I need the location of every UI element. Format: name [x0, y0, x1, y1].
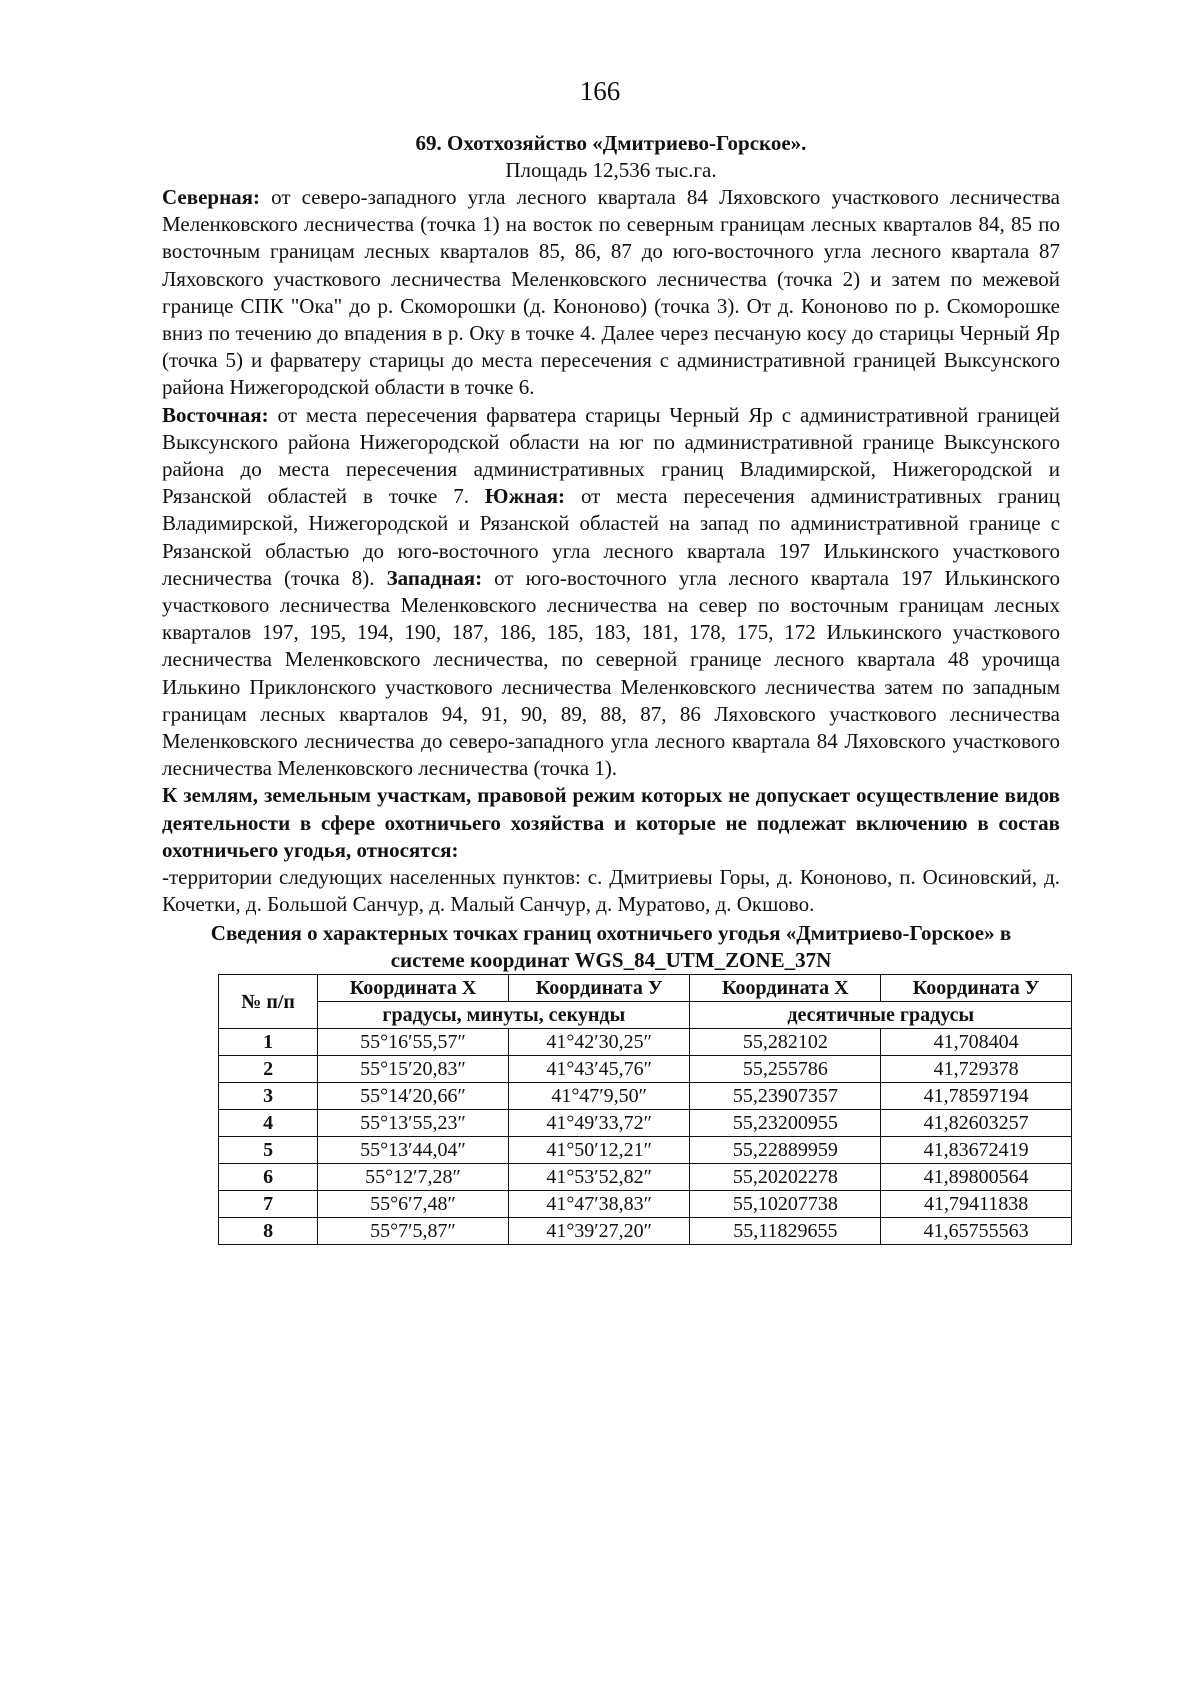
north-text: от северо-западного угла лесного квартала 84 Ляховского участкового лесничества Меленковского лесничества (точка 1) на восток по северным границам лесных кварталов 84, 85 по восточным границам лесных кварталов 85, 86, 87 до юго-восточного угла лесного квартала 87 Ляховского участкового лесничества Меленковского лесничества (точка 2) и затем по межевой границе СПК "Ока" до р. Скоморошки (д. Кононово) (точка 3). От д. Кононово по р. Скоморошке вниз по течению до впадения в р. Оку в точке 4. Далее через песчаную косу до старицы Черный Яр (точка 5) и фарватеру старицы до места пересечения с административной границей Выксунского района Нижегородской области в точке 6. — [162, 185, 1060, 400]
table-caption-line-2: системе координат WGS_84_UTM_ZONE_37N — [390, 948, 832, 973]
cell-num: 8 — [219, 1218, 318, 1245]
table-row — [219, 1110, 1072, 1137]
cell-y-dms: 41°50′12,21″ — [508, 1137, 690, 1164]
document-content — [162, 130, 1060, 1245]
cell-x-dec: 55,10207738 — [690, 1191, 881, 1218]
cell-x-dms: 55°15′20,83″ — [318, 1056, 509, 1083]
east-label: Восточная: — [162, 402, 269, 427]
cell-x-dms: 55°12′7,28″ — [318, 1164, 509, 1191]
area-line: Площадь 12,536 тыс.га. — [505, 158, 717, 182]
cell-num: 5 — [219, 1137, 318, 1164]
cell-y-dec: 41,83672419 — [881, 1137, 1072, 1164]
cell-num: 1 — [219, 1029, 318, 1056]
page-number: 166 — [579, 76, 621, 106]
header-y-dec: Координата У — [881, 975, 1072, 1002]
cell-y-dec: 41,82603257 — [881, 1110, 1072, 1137]
cell-x-dec: 55,255786 — [690, 1056, 881, 1083]
east-text: от места пересечения фарватера старицы Черный Яр с административной границей Выксунского района Нижегородской области на юг по административной границе Выксунского района до места пересечения административных границ Владимирской, Нижегородской и Рязанской областей в точке 7. — [162, 402, 1060, 509]
cell-x-dms: 55°16′55,57″ — [318, 1029, 509, 1056]
cell-num: 6 — [219, 1164, 318, 1191]
header-x-dec: Координата X — [690, 975, 881, 1002]
west-text: от юго-восточного угла лесного квартала 197 Илькинского участкового лесничества Меленковского лесничества на север по восточным границам лесных кварталов 197, 195, 194, 190, 187, 186, 185, 183, 181, 178, 175, 172 Илькинского участкового лесничества Меленковского лесничества, по северной границе лесного квартала 48 урочища Илькино Приклонского участкового лесничества Меленковского лесничества затем по западным границам лесных кварталов 94, 91, 90, 89, 88, 87, 86 Ляховского участкового лесничества Меленковского лесничества до северо-западного угла лесного квартала 84 Ляховского участкового лесничества Меленковского лесничества (точка 1). — [162, 565, 1061, 781]
coordinates-table — [218, 974, 1072, 1245]
boundaries-paragraph — [162, 184, 1060, 782]
header-num: № п/п — [219, 975, 318, 1029]
table-caption — [162, 920, 1060, 974]
south-text: от места пересечения административных границ Владимирской, Нижегородской и Рязанской областей на запад по административной границе с Рязанской областью до юго-восточного угла лесного квартала 197 Илькинского участкового лесничества (точка 8). — [162, 484, 1060, 590]
cell-y-dms: 41°53′52,82″ — [508, 1164, 690, 1191]
cell-x-dec: 55,20202278 — [690, 1164, 881, 1191]
cell-y-dec: 41,729378 — [881, 1056, 1072, 1083]
cell-x-dec: 55,11829655 — [690, 1218, 881, 1245]
header-y-dms: Координата У — [508, 975, 690, 1002]
cell-num: 2 — [219, 1056, 318, 1083]
cell-x-dec: 55,23907357 — [690, 1083, 881, 1110]
table-row — [219, 1029, 1072, 1056]
table-caption-line-1: Сведения о характерных точках границ охотничьего угодья «Дмитриево-Горское» в — [210, 921, 1012, 946]
cell-x-dms: 55°7′5,87″ — [318, 1218, 509, 1245]
cell-y-dec: 41,78597194 — [881, 1083, 1072, 1110]
cell-x-dms: 55°13′55,23″ — [318, 1110, 509, 1137]
cell-x-dec: 55,22889959 — [690, 1137, 881, 1164]
cell-num: 3 — [219, 1083, 318, 1110]
exclusions-heading: К землям, земельным участкам, правовой режим которых не допускает осуществление видов деятельности в сфере охотничьего хозяйства и которые не подлежат включению в состав охотничьего угодья, относятся: — [162, 783, 1060, 862]
section-title: 69. Охотхозяйство «Дмитриево-Горское». — [415, 131, 807, 155]
table-row — [219, 1056, 1072, 1083]
cell-y-dms: 41°43′45,76″ — [508, 1056, 690, 1083]
west-label: Западная: — [386, 565, 483, 590]
cell-y-dms: 41°42′30,25″ — [508, 1029, 690, 1056]
cell-y-dec: 41,65755563 — [881, 1218, 1072, 1245]
cell-y-dec: 41,708404 — [881, 1029, 1072, 1056]
cell-x-dec: 55,23200955 — [690, 1110, 881, 1137]
table-row — [219, 1191, 1072, 1218]
table-row — [219, 1218, 1072, 1245]
cell-num: 7 — [219, 1191, 318, 1218]
cell-x-dec: 55,282102 — [690, 1029, 881, 1056]
cell-y-dec: 41,79411838 — [881, 1191, 1072, 1218]
north-label: Северная: — [162, 185, 261, 209]
cell-y-dms: 41°47′9,50″ — [508, 1083, 690, 1110]
exclusions-text: -территории следующих населенных пунктов: с. Дмитриевы Горы, д. Кононово, п. Осиновский, д. Кочетки, д. Большой Санчур, д. Малый Санчур, д. Муратово, д. Окшово. — [162, 865, 1060, 917]
cell-x-dms: 55°14′20,66″ — [318, 1083, 509, 1110]
header-dec-unit: десятичные градусы — [690, 1002, 1072, 1029]
table-row — [219, 1083, 1072, 1110]
cell-y-dms: 41°49′33,72″ — [508, 1110, 690, 1137]
south-label: Южная: — [484, 484, 565, 509]
table-row — [219, 1137, 1072, 1164]
cell-y-dms: 41°47′38,83″ — [508, 1191, 690, 1218]
cell-num: 4 — [219, 1110, 318, 1137]
header-x-dms: Координата X — [318, 975, 509, 1002]
cell-x-dms: 55°6′7,48″ — [318, 1191, 509, 1218]
header-dms-unit: градусы, минуты, секунды — [318, 1002, 690, 1029]
table-row — [219, 1164, 1072, 1191]
cell-x-dms: 55°13′44,04″ — [318, 1137, 509, 1164]
cell-y-dec: 41,89800564 — [881, 1164, 1072, 1191]
cell-y-dms: 41°39′27,20″ — [508, 1218, 690, 1245]
